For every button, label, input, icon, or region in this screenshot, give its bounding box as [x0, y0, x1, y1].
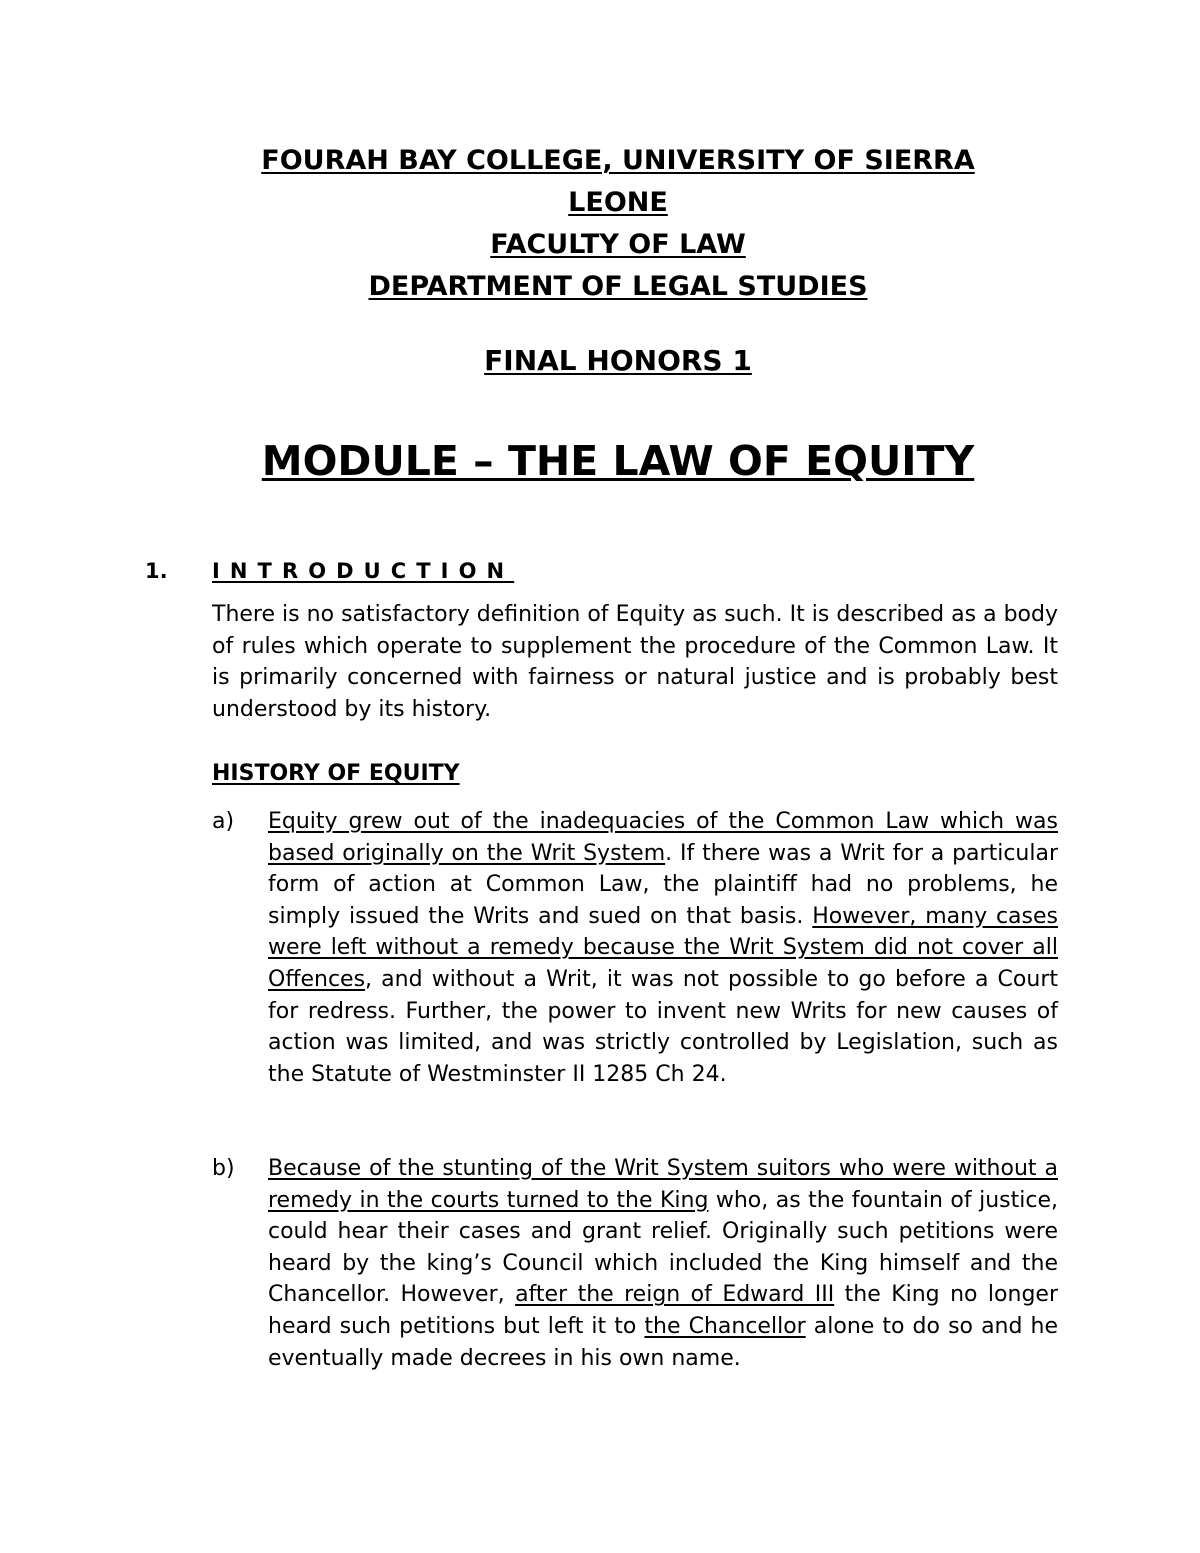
list-marker-a: a) [212, 809, 235, 834]
faculty-name: FACULTY OF LAW [490, 229, 746, 260]
underlined-text: Because of the stunting of the Writ System suitors who were without a remedy in the courts turned to the King [268, 1156, 1058, 1213]
body-text: who, as the fountain of justice, could hear their cases and grant relief. Originally such petitions were heard by the king’s Council which included the King himself and the Chancellor. However, [268, 1187, 1058, 1308]
section-title: INTRODUCTION [212, 559, 515, 583]
underlined-text: the Chancellor [644, 1313, 806, 1339]
history-heading: HISTORY OF EQUITY [212, 761, 460, 786]
underlined-text: after the reign of Edward III [515, 1282, 835, 1308]
list-marker-b: b) [212, 1156, 235, 1181]
college-name-line-1: FOURAH BAY COLLEGE, UNIVERSITY OF SIERRA [261, 145, 975, 176]
body-text: the King no longer heard such petitions but left it to [268, 1282, 1058, 1339]
department-name: DEPARTMENT OF LEGAL STUDIES [368, 271, 868, 302]
list-item-b [268, 1153, 1058, 1374]
section-number: 1. [145, 559, 168, 583]
underlined-text: However, many cases were left without a remedy because the Writ System did not cover all Offences [268, 903, 1058, 992]
body-text: . If there was a Writ for a particular form of action at Common Law, the plaintiff had no problems, he simply issued the Writs and sued on that basis. [268, 840, 1058, 929]
module-title: MODULE – THE LAW OF EQUITY [261, 437, 975, 485]
list-item-a [268, 806, 1058, 1090]
college-name-line-2: LEONE [568, 187, 668, 218]
course-level-heading: FINAL HONORS 1 [484, 344, 752, 377]
underlined-text: Equity grew out of the inadequacies of the Common Law which was based originally on the Writ System [268, 809, 1058, 866]
body-text: alone to do so and he eventually made decrees in his own name. [268, 1313, 1059, 1371]
body-text: , and without a Writ, it was not possible to go before a Court for redress. Further, the power to invent new Writs for new causes of action was limited, and was strictly controlled by Legislation, such as the Statute of Westminster II 1285 Ch 24. [268, 966, 1058, 1087]
intro-paragraph: There is no satisfactory definition of Equity as such. It is described as a body of rules which operate to supplement the procedure of the Common Law. It is primarily concerned with fairness or natural justice and is probably best understood by its history. [212, 602, 1058, 722]
